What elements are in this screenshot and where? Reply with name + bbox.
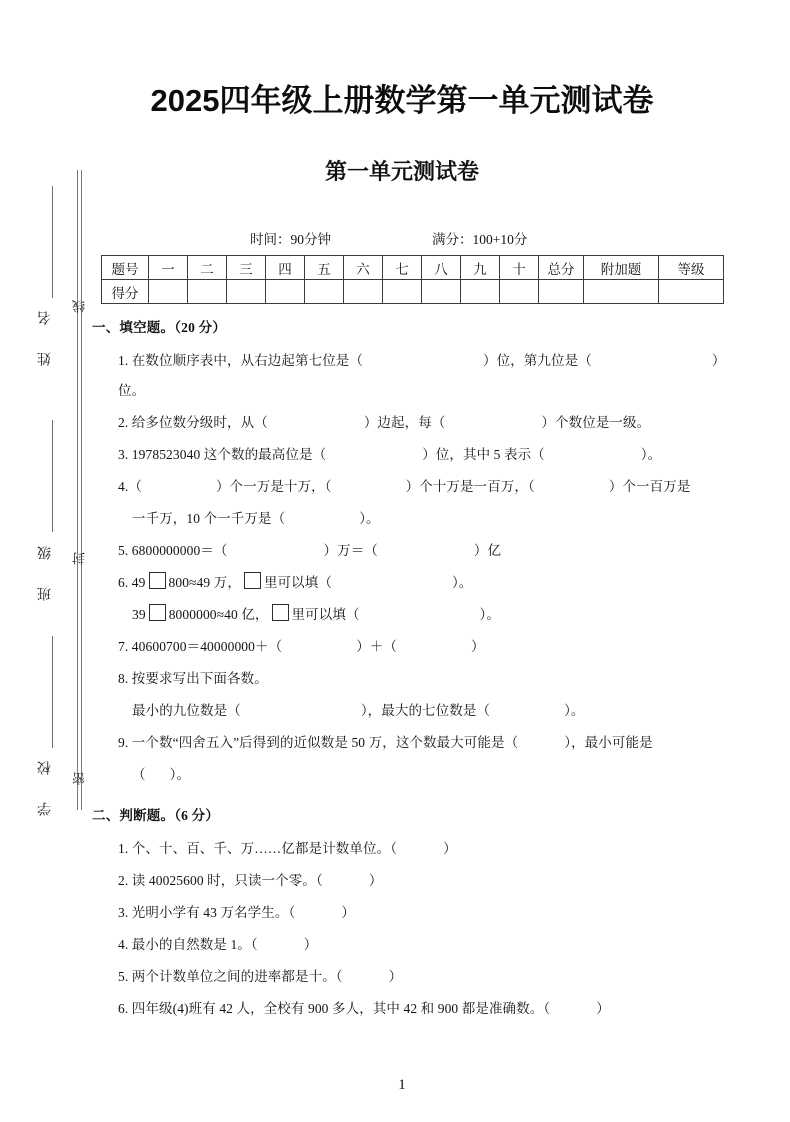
q8-part-c: ）。 xyxy=(564,703,585,718)
q4-part-f: ）。 xyxy=(359,511,380,526)
tf5-text: 5. 两个计数单位之间的进率都是十。（ xyxy=(118,969,343,984)
question-1-5 xyxy=(92,536,720,566)
q5-part-b: ）万＝（ xyxy=(323,543,378,558)
question-1-9-line2 xyxy=(92,760,720,790)
question-2-4 xyxy=(92,930,720,960)
section-1-title: 一、填空题。 xyxy=(92,320,175,335)
q6b-part-a: 39 xyxy=(132,607,146,622)
q6-box-4[interactable] xyxy=(272,604,289,621)
score-table-col-total: 总分 xyxy=(539,256,584,280)
q2-part-b: ）边起，每（ xyxy=(363,415,446,430)
score-cell-grade[interactable] xyxy=(659,280,724,304)
score-cell-10[interactable] xyxy=(500,280,539,304)
page-title: 2025四年级上册数学第一单元测试卷 xyxy=(150,83,654,118)
section-2-title: 二、判断题。 xyxy=(92,808,175,823)
tf2-text: 2. 读 40025600 时，只读一个零。（ xyxy=(118,873,323,888)
label-school: 学 校 xyxy=(38,755,53,816)
page-subtitle: 第一单元测试卷 xyxy=(324,159,479,184)
q6-part-d: ）。 xyxy=(451,575,473,590)
q3-part-c: ）。 xyxy=(640,447,662,462)
question-1-8 xyxy=(92,664,720,694)
table-row-header xyxy=(102,256,724,280)
score-cell-9[interactable] xyxy=(461,280,500,304)
tf4-text: 4. 最小的自然数是 1。（ xyxy=(118,937,258,952)
q9-part-d: ）。 xyxy=(169,767,191,782)
q2-part-a: 2. 给多位数分级时，从（ xyxy=(118,415,268,430)
score-table-col-7: 七 xyxy=(383,256,422,280)
q4-part-b: ）个一万是十万，（ xyxy=(215,479,332,494)
question-2-6 xyxy=(92,994,720,1024)
tf5-tail: ） xyxy=(388,969,403,984)
q1-part-a: 1. 在数位顺序表中，从右边起第七位是（ xyxy=(118,353,363,368)
seal-rule-outer xyxy=(77,170,78,810)
q6b-part-c: 里可以填（ xyxy=(291,607,360,622)
question-1-4-line2 xyxy=(92,504,720,534)
page-body xyxy=(92,0,790,1122)
score-cell-7[interactable] xyxy=(383,280,422,304)
tf6-tail: ） xyxy=(596,1001,610,1016)
question-1-8-line2 xyxy=(92,696,720,726)
q8-prompt: 8. 按要求写出下面各数。 xyxy=(118,671,268,686)
seal-margin xyxy=(0,0,92,1122)
score-cell-8[interactable] xyxy=(422,280,461,304)
q4-part-e: 一千万，10 个一千万是（ xyxy=(132,511,286,526)
question-1-7 xyxy=(92,632,720,662)
score-cell-3[interactable] xyxy=(227,280,266,304)
q1-part-b: ）位，第九位是（ xyxy=(483,353,592,368)
question-2-1 xyxy=(92,834,720,864)
exam-time-label: 时间：90分钟 xyxy=(250,232,331,247)
score-cell-1[interactable] xyxy=(149,280,188,304)
score-table-col-2: 二 xyxy=(188,256,227,280)
table-row-scores xyxy=(102,280,724,304)
question-1-2 xyxy=(92,408,720,438)
q2-part-c: ）个数位是一级。 xyxy=(541,415,651,430)
q9-part-c: （ xyxy=(132,767,146,782)
q8-part-a: 最小的九位数是（ xyxy=(132,703,241,718)
q8-part-b: ），最大的七位数是（ xyxy=(360,703,491,718)
tf4-tail: ） xyxy=(303,937,318,952)
score-table-col-6: 六 xyxy=(344,256,383,280)
exam-total-score-label: 满分：100+10分 xyxy=(432,232,528,247)
question-2-2 xyxy=(92,866,720,896)
score-table-col-grade: 等级 xyxy=(659,256,724,280)
question-1-6-line2 xyxy=(92,600,720,630)
section-1-points: （20 分） xyxy=(174,320,227,335)
q5-part-a: 5. 6800000000＝（ xyxy=(118,543,228,558)
q7-part-c: ） xyxy=(471,639,485,654)
exam-content xyxy=(92,316,720,1026)
score-cell-2[interactable] xyxy=(188,280,227,304)
q9-part-a: 9. 一个数“四舍五入”后得到的近似数是 50 万，这个数最大可能是（ xyxy=(118,735,519,750)
seal-word-line: 线 xyxy=(72,298,87,313)
tf6-text: 6. 四年级(4)班有 42 人，全校有 900 多人，其中 42 和 900 都是准确数。（ xyxy=(118,1001,551,1016)
class-fill-line xyxy=(52,420,53,532)
tf3-tail: ） xyxy=(341,905,355,920)
q6-box-2[interactable] xyxy=(244,572,261,589)
q3-part-a: 3. 1978523040 这个数的最高位是（ xyxy=(118,447,327,462)
q4-part-d: ）个一百万是 xyxy=(608,479,691,494)
score-table-col-5: 五 xyxy=(305,256,344,280)
school-fill-line xyxy=(52,636,53,748)
score-cell-6[interactable] xyxy=(344,280,383,304)
q6-part-c: 里可以填（ xyxy=(263,575,332,590)
q1-part-c: ）位。 xyxy=(118,353,719,398)
tf3-text: 3. 光明小学有 43 万名学生。（ xyxy=(118,905,296,920)
question-2-5 xyxy=(92,962,720,992)
q3-part-b: ）位，其中 5 表示（ xyxy=(422,447,545,462)
question-1-1 xyxy=(92,346,720,406)
q4-part-c: ）个十万是一百万，（ xyxy=(405,479,535,494)
q4-part-a: 4.（ xyxy=(118,479,142,494)
score-table-col-8: 八 xyxy=(422,256,461,280)
q5-part-c: ）亿 xyxy=(473,543,502,558)
score-table-row-label-score: 得分 xyxy=(102,280,149,304)
page-number: 1 xyxy=(398,1077,406,1093)
score-table-col-9: 九 xyxy=(461,256,500,280)
seal-word-secret: 密 xyxy=(72,770,87,785)
score-table-row-label-number: 题号 xyxy=(102,256,149,280)
seal-word-seal: 封 xyxy=(72,550,87,565)
question-1-6 xyxy=(92,568,720,598)
score-table-col-1: 一 xyxy=(149,256,188,280)
question-1-9 xyxy=(92,728,720,758)
score-cell-extra[interactable] xyxy=(584,280,659,304)
q6-box-3[interactable] xyxy=(149,604,166,621)
score-table-col-extra: 附加题 xyxy=(584,256,659,280)
seal-rule-inner xyxy=(81,170,82,810)
section-2-points: （6 分） xyxy=(174,808,220,823)
q7-part-b: ）＋（ xyxy=(356,639,398,654)
tf1-tail: ） xyxy=(443,841,457,856)
score-table-col-10: 十 xyxy=(500,256,539,280)
question-1-3 xyxy=(92,440,720,470)
q6b-part-b: 8000000≈40 亿， xyxy=(168,607,269,622)
score-cell-4[interactable] xyxy=(266,280,305,304)
name-fill-line xyxy=(52,186,53,298)
q6-part-a: 6. 49 xyxy=(118,575,146,590)
q6b-part-d: ）。 xyxy=(479,607,500,622)
score-cell-5[interactable] xyxy=(305,280,344,304)
section-heading-true-false xyxy=(92,804,720,824)
score-table-col-3: 三 xyxy=(227,256,266,280)
tf1-text: 1. 个、十、百、千、万……亿都是计数单位。（ xyxy=(118,841,398,856)
label-student-name: 姓 名 xyxy=(38,305,53,366)
question-2-3 xyxy=(92,898,720,928)
q6-part-b: 800≈49 万， xyxy=(168,575,241,590)
score-cell-total[interactable] xyxy=(539,280,584,304)
score-table-col-4: 四 xyxy=(266,256,305,280)
label-class: 班 级 xyxy=(38,540,53,601)
q6-box-1[interactable] xyxy=(149,572,166,589)
tf2-tail: ） xyxy=(368,873,383,888)
score-table xyxy=(101,255,724,304)
q7-part-a: 7. 40600700＝40000000＋（ xyxy=(118,639,283,654)
q9-part-b: ），最小可能是 xyxy=(564,735,653,750)
section-heading-fill-blanks xyxy=(92,316,720,336)
question-1-4 xyxy=(92,472,720,502)
